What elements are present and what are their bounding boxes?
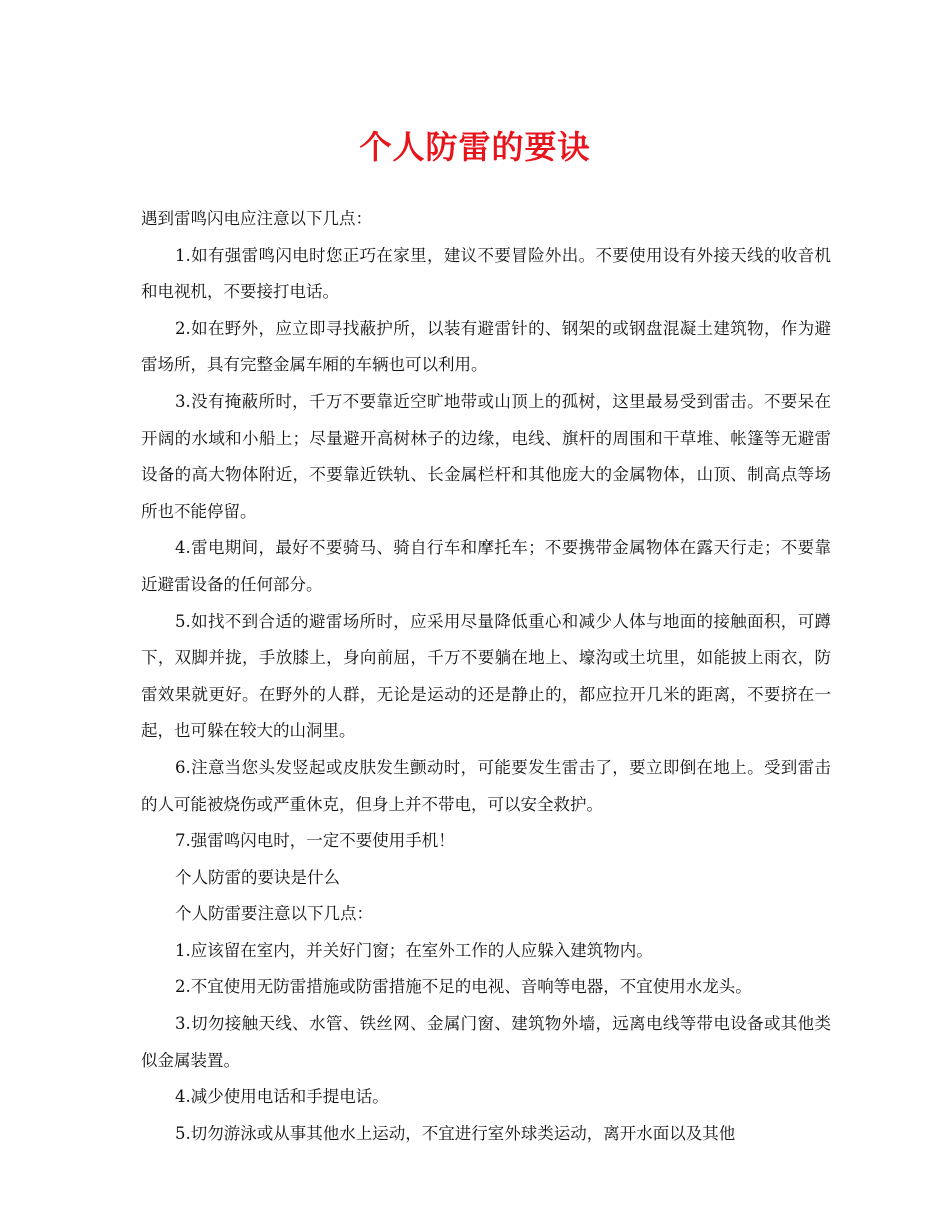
paragraph-item: 5.如找不到合适的避雷场所时，应采用尽量降低重心和减少人体与地面的接触面积，可蹲下，双脚并拢，手放膝上，身向前屈，千万不要躺在地上、壕沟或土坑里，如能披上雨衣，防雷效果就更好。在野外的人群，无论是运动的还是静止的，都应拉开几米的距离，不要挤在一起，也可躲在较大的山洞里。 [141, 611, 831, 741]
paragraph-item: 6.注意当您头发竖起或皮肤发生颤动时，可能要发生雷击了，要立即倒在地上。受到雷击的人可能被烧伤或严重休克，但身上并不带电，可以安全救护。 [141, 757, 831, 814]
paragraph-item: 1.如有强雷鸣闪电时您正巧在家里，建议不要冒险外出。不要使用设有外接天线的收音机和电视机，不要接打电话。 [141, 245, 831, 302]
paragraph-item: 2.不宜使用无防雷措施或防雷措施不足的电视、音响等电器，不宜使用水龙头。 [175, 977, 752, 997]
paragraph-item: 3.切勿接触天线、水管、铁丝网、金属门窗、建筑物外墙，远离电线等带电设备或其他类似金属装置。 [141, 1014, 831, 1070]
section-heading: 个人防雷的要诀是什么 [175, 867, 340, 887]
paragraph-item: 5.切勿游泳或从事其他水上运动，不宜进行室外球类运动，离开水面以及其他 [175, 1123, 736, 1143]
document-title: 个人防雷的要诀 [359, 128, 591, 166]
paragraph-item: 2.如在野外，应立即寻找蔽护所，以装有避雷针的、钢架的或钢盘混凝土建筑物，作为避雷场所，具有完整金属车厢的车辆也可以利用。 [141, 318, 831, 375]
paragraph-item: 1.应该留在室内，并关好门窗；在室外工作的人应躲入建筑物内。 [175, 940, 653, 960]
paragraph-intro: 遇到雷鸣闪电应注意以下几点： [141, 209, 372, 228]
paragraph-intro: 个人防雷要注意以下几点： [175, 904, 373, 924]
paragraph-item: 3.没有掩蔽所时，千万不要靠近空旷地带或山顶上的孤树，这里最易受到雷击。不要呆在开阔的水域和小船上；尽量避开高树林子的边缘，电线、旗杆的周围和干草堆、帐篷等无避雷设备的高大物体附近，不要靠近铁轨、长金属栏杆和其他庞大的金属物体，山顶、制高点等场所也不能停留。 [141, 391, 831, 521]
paragraph-item: 4.减少使用电话和手提电话。 [175, 1087, 389, 1107]
document-body [141, 201, 831, 1152]
paragraph-item: 4.雷电期间，最好不要骑马、骑自行车和摩托车；不要携带金属物体在露天行走；不要靠近避雷设备的任何部分。 [141, 538, 831, 594]
paragraph-item: 7.强雷鸣闪电时，一定不要使用手机！ [175, 831, 455, 851]
